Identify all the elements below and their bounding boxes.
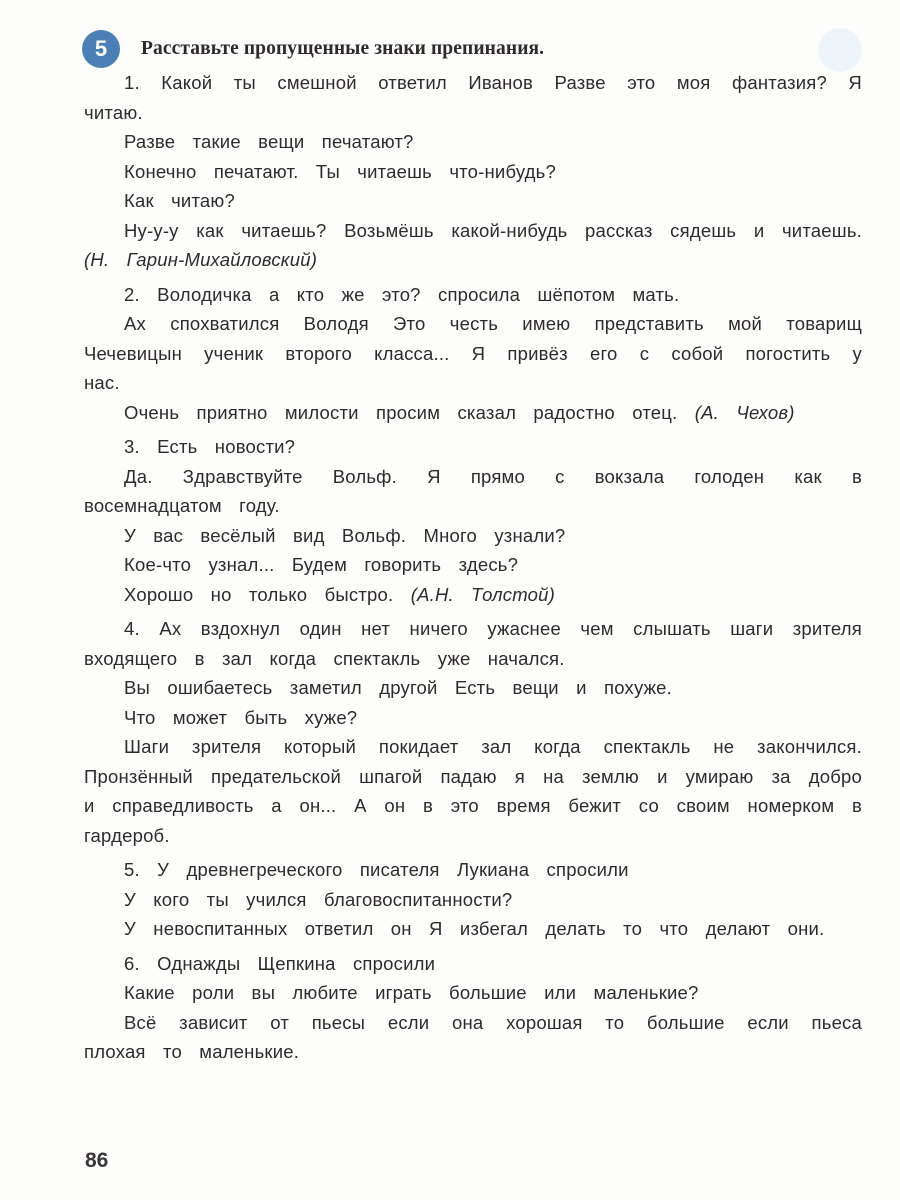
line-text: Очень приятно милости просим сказал радостно отец. bbox=[124, 401, 678, 423]
exercise-line bbox=[84, 978, 862, 1008]
exercise-line bbox=[84, 309, 862, 398]
exercise-line bbox=[84, 127, 862, 157]
exercise-5 bbox=[84, 855, 862, 944]
exercise-1 bbox=[84, 68, 862, 275]
exercise-line bbox=[84, 732, 862, 850]
exercise-line bbox=[84, 432, 862, 462]
line-text: 4. Ах вздохнул один нет ничего ужаснее чем слышать шаги зрителя входящего в зал когда спектакль уже начался. bbox=[84, 618, 862, 669]
exercise-6 bbox=[84, 949, 862, 1067]
page-number: 86 bbox=[85, 1149, 109, 1172]
exercise-line bbox=[84, 885, 862, 915]
exercise-line bbox=[84, 703, 862, 733]
line-text: У вас весёлый вид Вольф. Много узнали? bbox=[124, 524, 566, 546]
exercise-line bbox=[84, 157, 862, 187]
line-text: Ах спохватился Володя Это честь имею представить мой товарищ Чечевицын ученик второго класса... Я привёз его с собой погостить у нас. bbox=[84, 313, 862, 393]
exercise-3 bbox=[84, 432, 862, 609]
line-text: Кое-что узнал... Будем говорить здесь? bbox=[124, 554, 519, 575]
exercise-content bbox=[84, 68, 862, 1067]
exercise-line bbox=[84, 614, 862, 673]
line-text: Да. Здравствуйте Вольф. Я прямо с вокзала голоден как в восемнадцатом году. bbox=[84, 465, 862, 516]
author-attribution: (А.Н. Толстой) bbox=[410, 583, 555, 605]
line-text: 3. Есть новости? bbox=[124, 436, 296, 457]
task-header bbox=[82, 31, 544, 67]
line-text: У кого ты учился благовоспитанности? bbox=[124, 888, 513, 910]
exercise-line bbox=[84, 68, 862, 127]
line-text: Какие роли вы любите играть большие или маленькие? bbox=[124, 982, 699, 1003]
decorative-circle-icon bbox=[818, 28, 862, 72]
exercise-line bbox=[84, 949, 862, 979]
line-text: 1. Какой ты смешной ответил Иванов Разве это моя фантазия? Я читаю. bbox=[84, 72, 862, 123]
author-attribution: (Н. Гарин-Михайловский) bbox=[84, 249, 318, 270]
line-text: Что может быть хуже? bbox=[124, 706, 358, 728]
line-text: Ну-у-у как читаешь? Возьмёшь какой-нибудь рассказ сядешь и читаешь. bbox=[124, 219, 862, 241]
line-text: Как читаю? bbox=[124, 190, 235, 211]
exercise-4 bbox=[84, 614, 862, 850]
line-text: Хорошо но только быстро. bbox=[124, 583, 394, 605]
exercise-line bbox=[84, 580, 862, 610]
author-attribution: (А. Чехов) bbox=[694, 401, 795, 423]
exercise-line bbox=[84, 216, 862, 275]
line-text: Конечно печатают. Ты читаешь что-нибудь? bbox=[124, 160, 556, 182]
exercise-line bbox=[84, 280, 862, 310]
line-text: 2. Володичка а кто же это? спросила шёпотом мать. bbox=[124, 283, 680, 305]
exercise-line bbox=[84, 398, 862, 428]
line-text: 6. Однажды Щепкина спросили bbox=[124, 952, 436, 974]
exercise-line bbox=[84, 1008, 862, 1067]
line-text: Вы ошибаетесь заметил другой Есть вещи и похуже. bbox=[124, 677, 673, 698]
line-text: 5. У древнегреческого писателя Лукиана спросили bbox=[124, 859, 629, 880]
exercise-line bbox=[84, 855, 862, 885]
task-title: Расставьте пропущенные знаки препинания. bbox=[141, 38, 545, 59]
exercise-line bbox=[84, 462, 862, 521]
exercise-line bbox=[84, 914, 862, 944]
exercise-line bbox=[84, 673, 862, 703]
line-text: У невоспитанных ответил он Я избегал делать то что делают они. bbox=[124, 918, 825, 939]
exercise-line bbox=[84, 186, 862, 216]
exercise-line bbox=[84, 521, 862, 551]
exercise-2 bbox=[84, 280, 862, 428]
task-number-badge: 5 bbox=[82, 30, 120, 68]
exercise-line bbox=[84, 550, 862, 580]
line-text: Шаги зрителя который покидает зал когда спектакль не закончился. Пронзённый предательской шпагой падаю я на землю и умираю за добро и справедливость а он... А он в это время бежит со своим номерком в гардероб. bbox=[84, 736, 862, 846]
line-text: Всё зависит от пьесы если она хорошая то большие если пьеса плохая то маленькие. bbox=[84, 1011, 862, 1062]
line-text: Разве такие вещи печатают? bbox=[124, 131, 414, 152]
